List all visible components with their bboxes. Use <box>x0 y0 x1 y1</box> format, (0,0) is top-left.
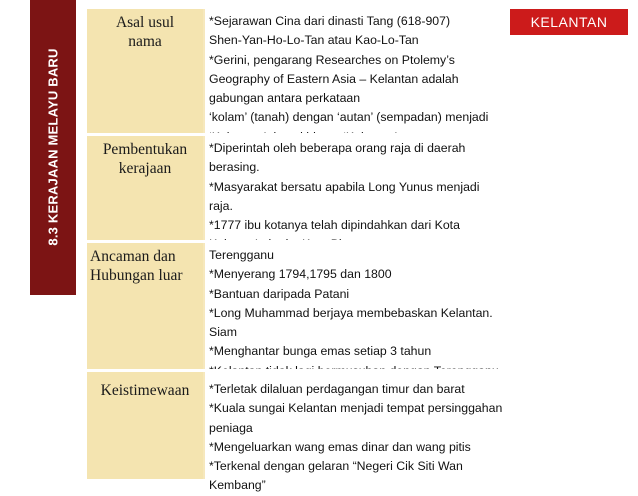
table-row <box>87 372 550 493</box>
content-line: *Menghantar bunga emas setiap 3 tahun <box>209 344 432 359</box>
section-title: 8.3 KERAJAAN MELAYU BARU <box>45 48 61 246</box>
content-line: *Terkenal dengan gelaran “Negeri Cik Siti Wan <box>209 459 463 474</box>
table-row <box>87 243 550 369</box>
content-line: Terengganu <box>209 248 274 262</box>
content-line: Shen-Yan-Ho-Lo-Tan atau Kao-Lo-Tan <box>209 33 419 48</box>
content-line: Kembang” <box>209 478 266 493</box>
content-line: peniaga <box>209 420 253 435</box>
state-badge: KELANTAN <box>510 9 628 35</box>
row-content-cell <box>205 243 550 369</box>
info-table <box>87 9 550 493</box>
content-line: *Mengeluarkan wang emas dinar dan wang pitis <box>209 439 471 454</box>
content-line: berasing. <box>209 160 260 175</box>
row-content-cell <box>205 136 550 240</box>
content-line: Geography of Eastern Asia – Kelantan adalah <box>209 71 459 86</box>
table-row <box>87 9 550 133</box>
row-label-cell <box>87 372 203 479</box>
content-line: *Bantuan daripada Patani <box>209 286 350 301</box>
row-label: Keistimewaan <box>100 382 190 399</box>
content-line: gabungan antara perkataan <box>209 91 361 106</box>
content-line: *Menyerang 1794,1795 dan 1800 <box>209 267 392 282</box>
content-line: *Sejarawan Cina dari dinasti Tang (618-907) <box>209 14 451 28</box>
content-line: ‘kolam’ (tanah) dengan ‘autan’ (sempadan) menjadi <box>209 110 489 125</box>
content-line: Siam <box>209 325 238 340</box>
row-label-cell <box>87 136 203 240</box>
content-line: *Kuala sungai Kelantan menjadi tempat persinggahan <box>209 401 503 416</box>
content-line: *Masyarakat bersatu apabila Long Yunus menjadi <box>209 179 480 194</box>
content-line: *Gerini, pengarang Researches on Ptolemy’s <box>209 52 455 67</box>
row-label-cell <box>87 9 203 133</box>
content-line: *Long Muhammad berjaya membebaskan Kelantan. <box>209 305 493 320</box>
row-content-cell <box>205 9 550 133</box>
content-line: raja. <box>209 198 233 213</box>
row-label: Asal usul nama <box>115 14 175 50</box>
row-label: Pembentukan kerajaan <box>102 141 188 177</box>
content-line: *Terletak dilaluan perdagangan timur dan barat <box>209 382 465 396</box>
row-label: Ancaman dan Hubungan luar <box>90 248 183 284</box>
row-content-cell <box>205 372 550 493</box>
row-label-cell <box>87 243 203 369</box>
content-line: *1777 ibu kotanya telah dipindahkan dari Kota <box>209 218 460 233</box>
table-row <box>87 136 550 240</box>
content-line: *Diperintah oleh beberapa orang raja di daerah <box>209 141 466 155</box>
